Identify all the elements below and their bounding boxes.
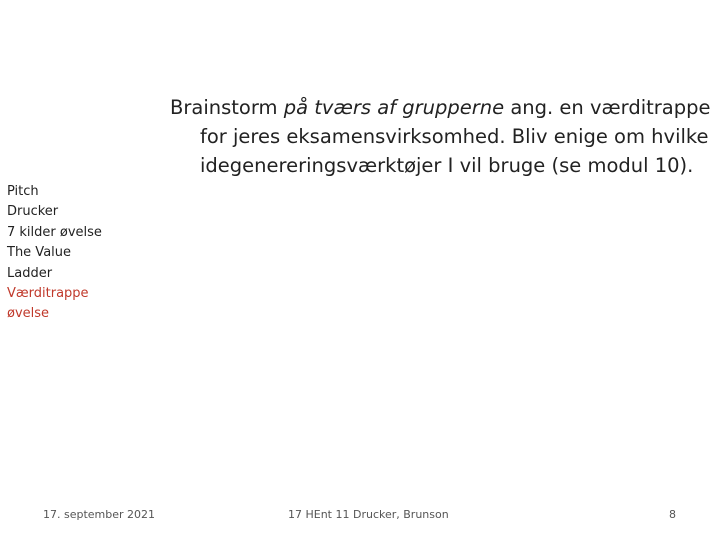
sidebar-item-drucker: Drucker xyxy=(7,204,59,220)
sidebar-item-value-ladder-line2: Ladder xyxy=(7,265,53,281)
main-text-italic: på tværs af grupperne xyxy=(283,96,505,119)
sidebar-item-oevelse-active: øvelse xyxy=(7,306,50,322)
sidebar-item-pitch: Pitch xyxy=(7,184,39,199)
sidebar-item-value-ladder-line1: The Value xyxy=(7,245,72,261)
main-text-start: Brainstorm xyxy=(170,96,284,119)
main-instruction-text xyxy=(170,93,720,180)
sidebar-item-7-kilder: 7 kilder øvelse xyxy=(7,224,102,240)
sidebar-item-vaerditrappe-active: Værditrappe xyxy=(7,286,89,302)
main-text-end: ang. en værditrappe for jeres eksamensvirksomhed. Bliv enige om hvilke idegenereringsværktøjer I vil bruge (se modul 10). xyxy=(200,96,711,177)
footer-date: 17. september 2021 xyxy=(43,508,156,521)
footer-title: 17 HEnt 11 Drucker, Brunson xyxy=(288,508,449,521)
sidebar-agenda xyxy=(7,182,117,325)
footer-page-number: 8 xyxy=(669,508,676,521)
